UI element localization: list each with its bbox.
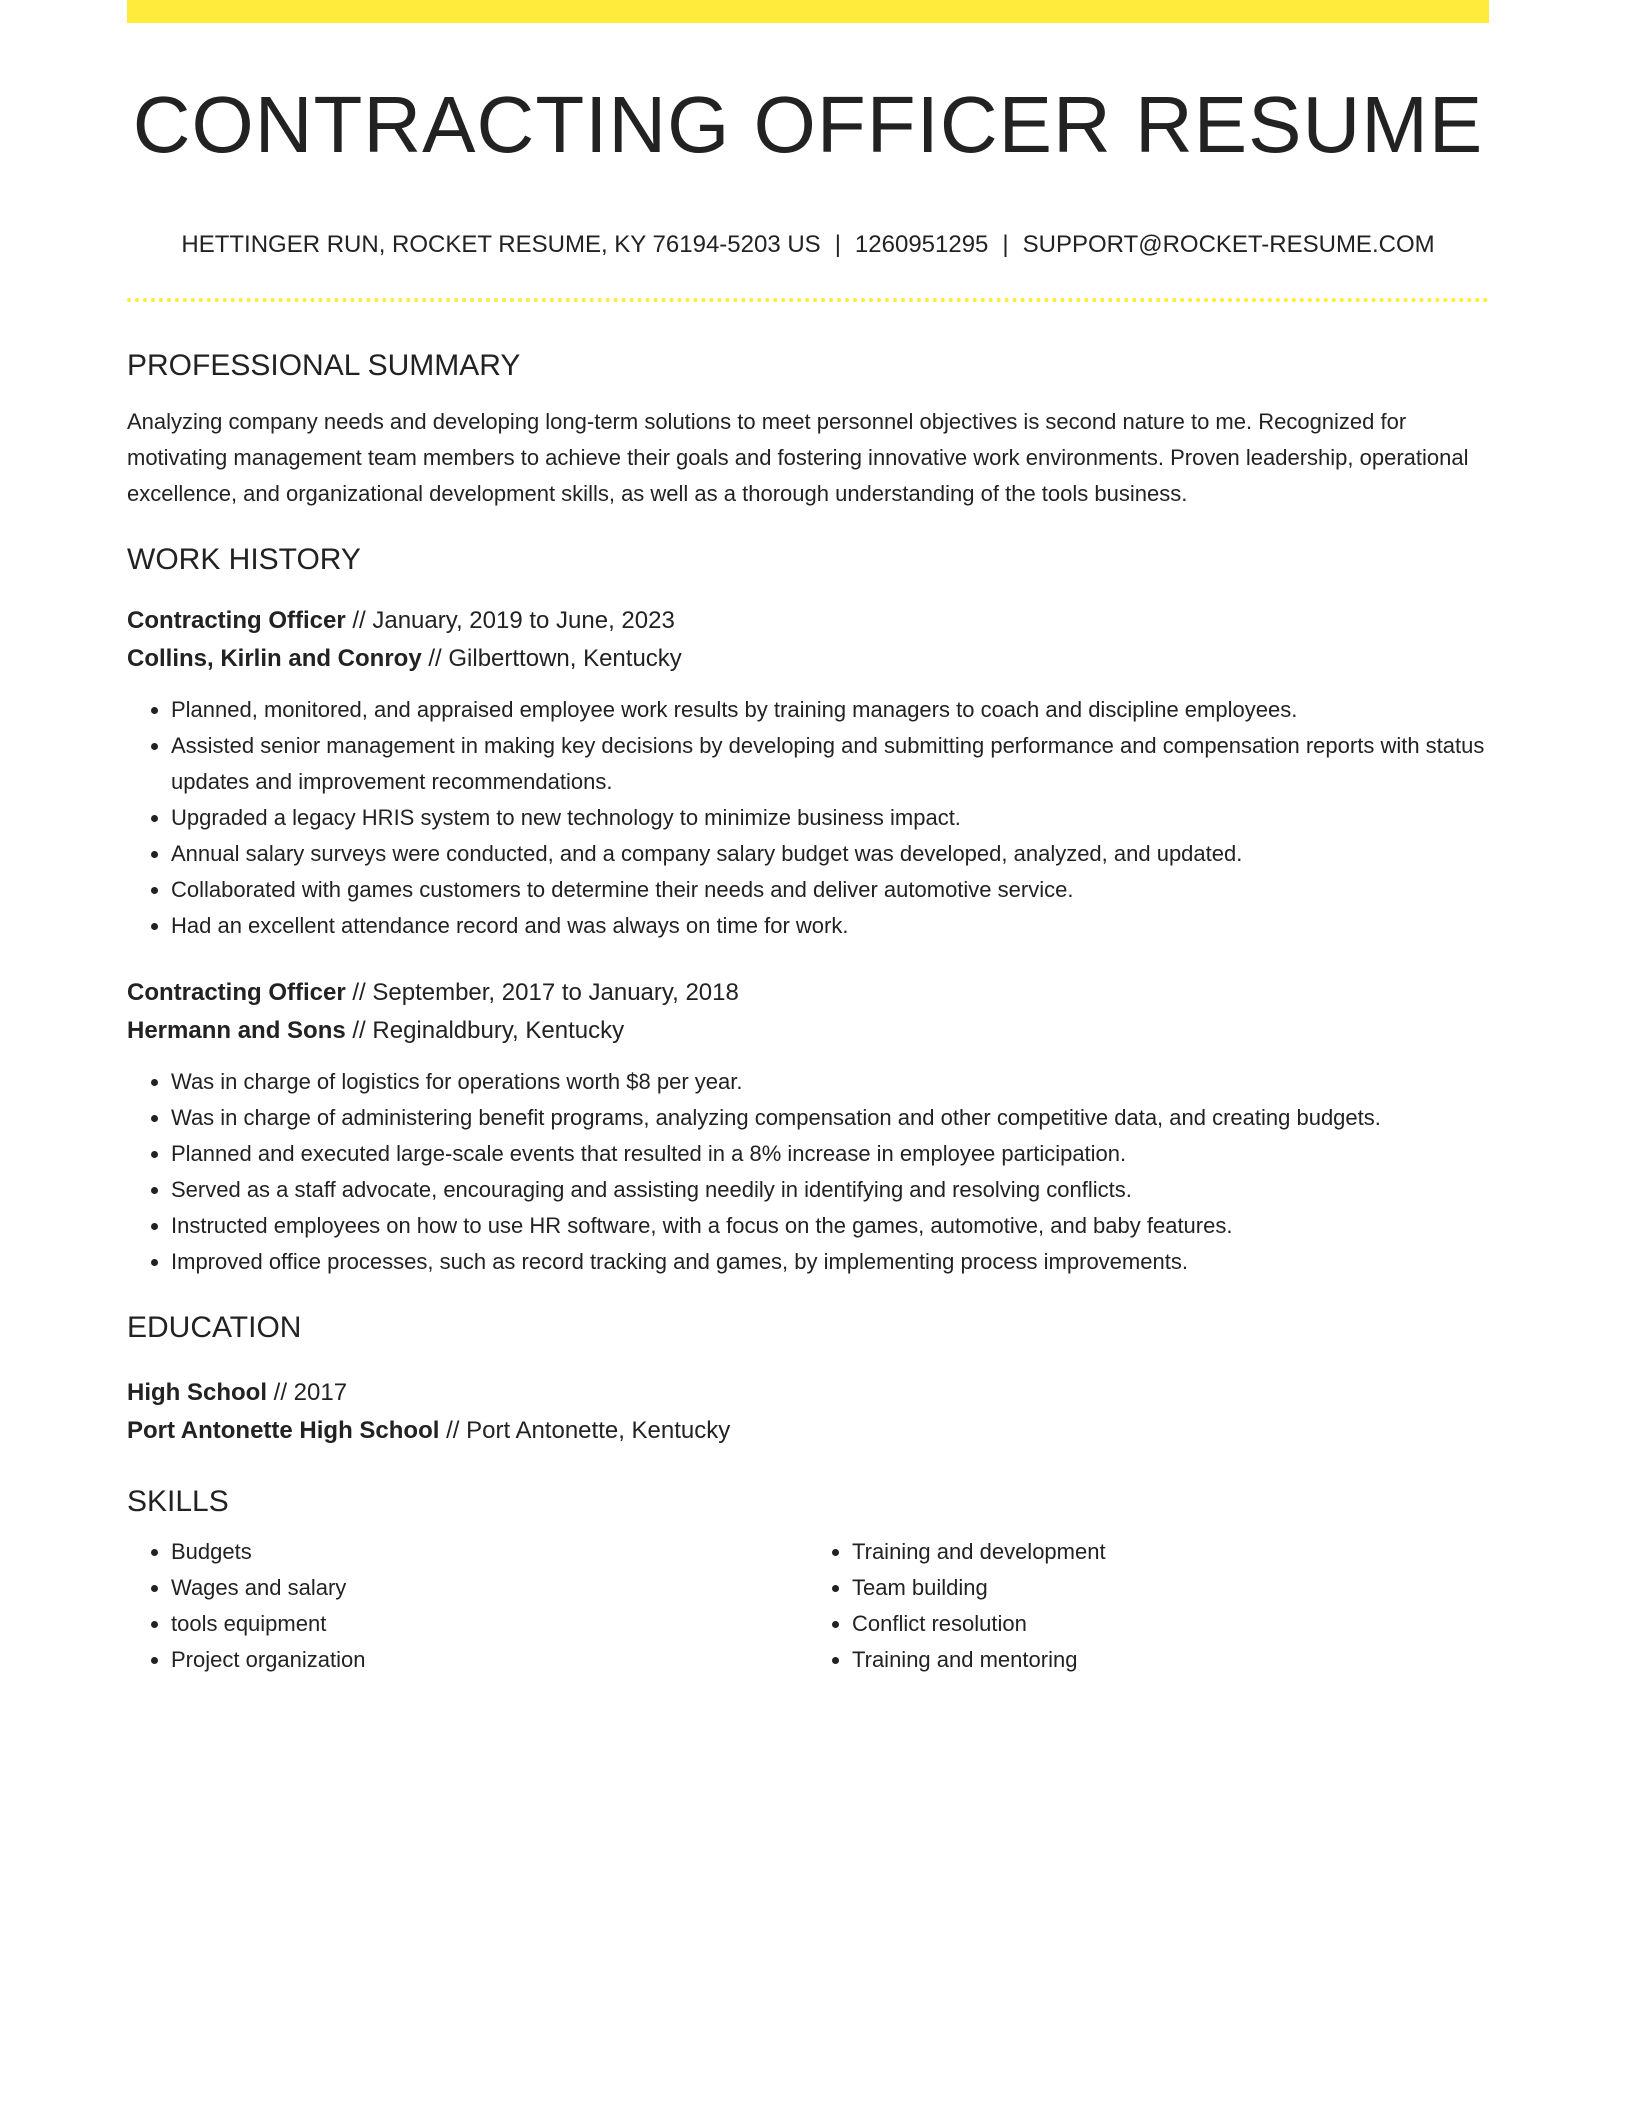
- list-item: • Annual salary surveys were conducted, and a company salary budget was developed, analyzed, and updated.: [171, 836, 1489, 872]
- job-title-line: [127, 602, 1489, 640]
- education-school: Port Antonette High School: [127, 1416, 440, 1444]
- skills-grid: [127, 1534, 1489, 1678]
- skill-item: • Budgets: [171, 1534, 808, 1570]
- skill-item: • tools equipment: [171, 1606, 808, 1642]
- list-item: • Upgraded a legacy HRIS system to new technology to minimize business impact.: [171, 800, 1489, 836]
- contact-phone: 1260951295: [854, 231, 989, 258]
- contact-email[interactable]: SUPPORT@ROCKET-RESUME.COM: [1022, 231, 1435, 258]
- contact-separator: |: [834, 231, 841, 258]
- list-item: • Collaborated with games customers to determine their needs and deliver automotive service.: [171, 872, 1489, 908]
- list-item: • Improved office processes, such as record tracking and games, by implementing process improvements.: [171, 1244, 1489, 1280]
- work-history-heading: WORK HISTORY: [127, 542, 361, 576]
- list-item: • Was in charge of administering benefit programs, analyzing compensation and other competitive data, and creating budgets.: [171, 1100, 1489, 1136]
- resume-page: [127, 0, 1489, 1678]
- job-bullet-list: [127, 692, 1489, 944]
- education-degree-line: [127, 1374, 1489, 1412]
- list-item: • Was in charge of logistics for operations worth $8 per year.: [171, 1064, 1489, 1100]
- education-year: // 2017: [267, 1378, 348, 1406]
- job-company-line: [127, 1012, 1489, 1050]
- skill-item: • Wages and salary: [171, 1570, 808, 1606]
- skills-heading: SKILLS: [127, 1484, 229, 1518]
- skill-item: • Training and development: [852, 1534, 1489, 1570]
- job-company-line: [127, 640, 1489, 678]
- list-item: • Planned and executed large-scale events that resulted in a 8% increase in employee participation.: [171, 1136, 1489, 1172]
- job-bullet-list: [127, 1064, 1489, 1280]
- job-title: Contracting Officer: [127, 606, 346, 634]
- job-location: // Reginaldbury, Kentucky: [345, 1016, 625, 1044]
- skill-item: • Team building: [852, 1570, 1489, 1606]
- summary-text: Analyzing company needs and developing long-term solutions to meet personnel objectives is second nature to me. Recognized for motivating management team members to achieve their goals and fostering innovative work environments. Proven leadership, operational excellence, and organizational development skills, as well as a thorough understanding of the tools business.: [127, 408, 1469, 506]
- contact-separator: |: [1002, 231, 1009, 258]
- contact-address: HETTINGER RUN, ROCKET RESUME, KY 76194-5203 US: [181, 231, 821, 258]
- job-title: Contracting Officer: [127, 978, 346, 1006]
- resume-title: CONTRACTING OFFICER RESUME: [132, 80, 1484, 169]
- job-company: Hermann and Sons: [127, 1016, 346, 1044]
- skill-item: • Project organization: [171, 1642, 808, 1678]
- job-location: // Gilberttown, Kentucky: [421, 644, 682, 672]
- job-dates: // September, 2017 to January, 2018: [345, 978, 739, 1006]
- list-item: • Had an excellent attendance record and was always on time for work.: [171, 908, 1489, 944]
- accent-top-bar: [127, 0, 1489, 23]
- skill-item: • Training and mentoring: [852, 1642, 1489, 1678]
- skill-item: • Conflict resolution: [852, 1606, 1489, 1642]
- job-company: Collins, Kirlin and Conroy: [127, 644, 422, 672]
- education-heading: EDUCATION: [127, 1310, 302, 1344]
- job-dates: // January, 2019 to June, 2023: [345, 606, 675, 634]
- contact-line: [127, 231, 1489, 260]
- job-title-line: [127, 974, 1489, 1012]
- education-degree: High School: [127, 1378, 267, 1406]
- summary-heading: PROFESSIONAL SUMMARY: [127, 348, 521, 382]
- list-item: • Planned, monitored, and appraised employee work results by training managers to coach and discipline employees.: [171, 692, 1489, 728]
- list-item: • Assisted senior management in making key decisions by developing and submitting performance and compensation reports with status updates and improvement recommendations.: [171, 728, 1489, 800]
- skills-list-right: [808, 1534, 1489, 1678]
- skills-list-left: [127, 1534, 808, 1678]
- education-school-line: [127, 1412, 1489, 1450]
- list-item: • Served as a staff advocate, encouraging and assisting needily in identifying and resolving conflicts.: [171, 1172, 1489, 1208]
- education-location: // Port Antonette, Kentucky: [439, 1416, 731, 1444]
- dotted-divider: [127, 298, 1489, 302]
- list-item: • Instructed employees on how to use HR software, with a focus on the games, automotive, and baby features.: [171, 1208, 1489, 1244]
